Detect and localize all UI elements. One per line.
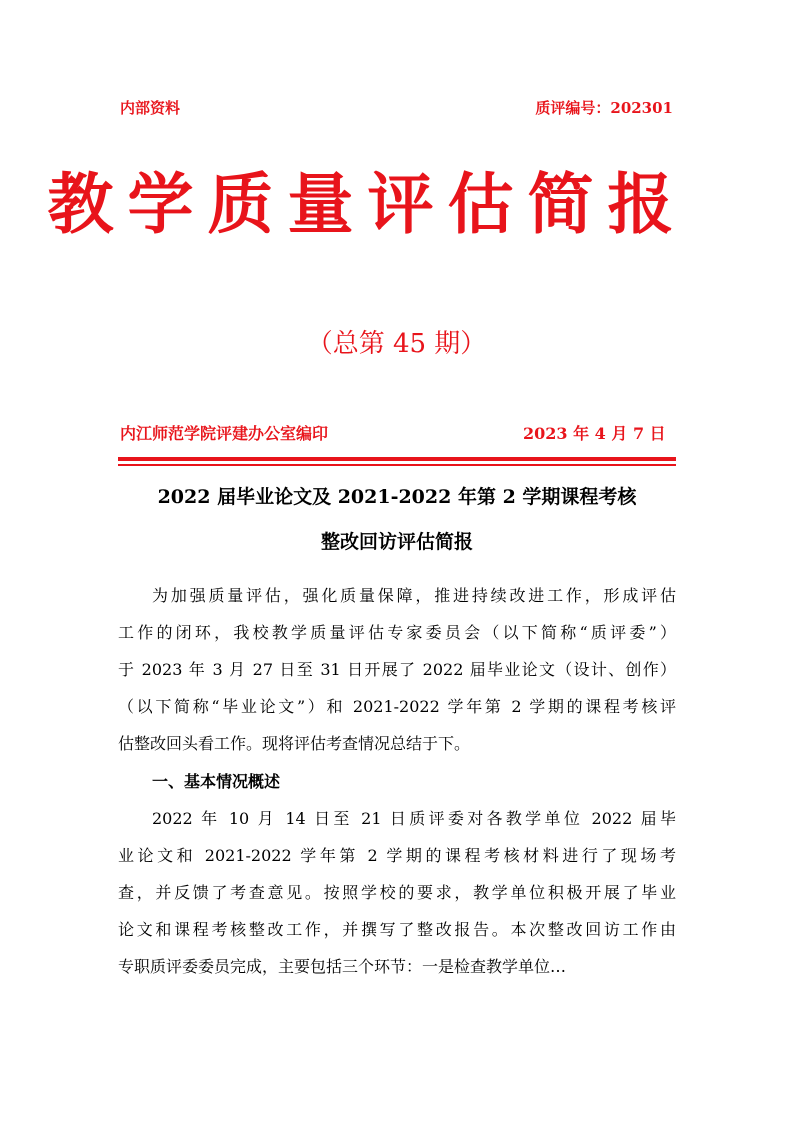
paragraph-line: 业论文和 2021-2022 学年第 2 学期的课程考核材料进行了现场考 [118, 846, 676, 865]
paragraph-line: 论文和课程考核整改工作，并撰写了整改报告。本次整改回访工作由 [118, 920, 676, 939]
publish-date: 2023 年 4 月 7 日 [523, 424, 666, 443]
paragraph-line: 查，并反馈了考查意见。按照学校的要求，教学单位积极开展了毕业 [118, 883, 676, 902]
article-title-line1: 2022 届毕业论文及 2021-2022 年第 2 学期课程考核 [157, 486, 637, 508]
paragraph-line: 于 2023 年 3 月 27 日至 31 日开展了 2022 届毕业论文（设计、创作） [118, 660, 676, 679]
paragraph-intro [118, 577, 676, 762]
issue-number: （总第 45 期） [306, 329, 487, 359]
compiler-line: 内江师范学院评建办公室编印 [120, 424, 329, 443]
paragraph-line: 估整改回头看工作。现将评估考查情况总结于下。 [118, 734, 471, 753]
header-rule-thick [118, 457, 676, 461]
header-rule-thin [118, 464, 676, 466]
section-heading: 一、基本情况概述 [152, 772, 281, 791]
internal-label: 内部资料 [120, 99, 181, 117]
masthead-title: 教学质量评估简报 [47, 166, 688, 243]
paragraph-line: 2022 年 10 月 14 日至 21 日质评委对各教学单位 2022 届毕 [152, 809, 676, 828]
paragraph-line: 专职质评委委员完成，主要包括三个环节：一是检查教学单位… [118, 957, 567, 976]
paragraph-line: 为加强质量评估，强化质量保障，推进持续改进工作，形成评估 [152, 586, 676, 605]
article-title-line2: 整改回访评估简报 [320, 531, 473, 553]
paragraph-line: （以下简称“毕业论文”）和 2021-2022 学年第 2 学期的课程考核评 [118, 697, 676, 716]
paragraph-line: 工作的闭环，我校教学质量评估专家委员会（以下简称“质评委”） [118, 623, 676, 642]
serial-number: 质评编号：202301 [535, 99, 673, 117]
paragraph-overview [118, 800, 676, 985]
